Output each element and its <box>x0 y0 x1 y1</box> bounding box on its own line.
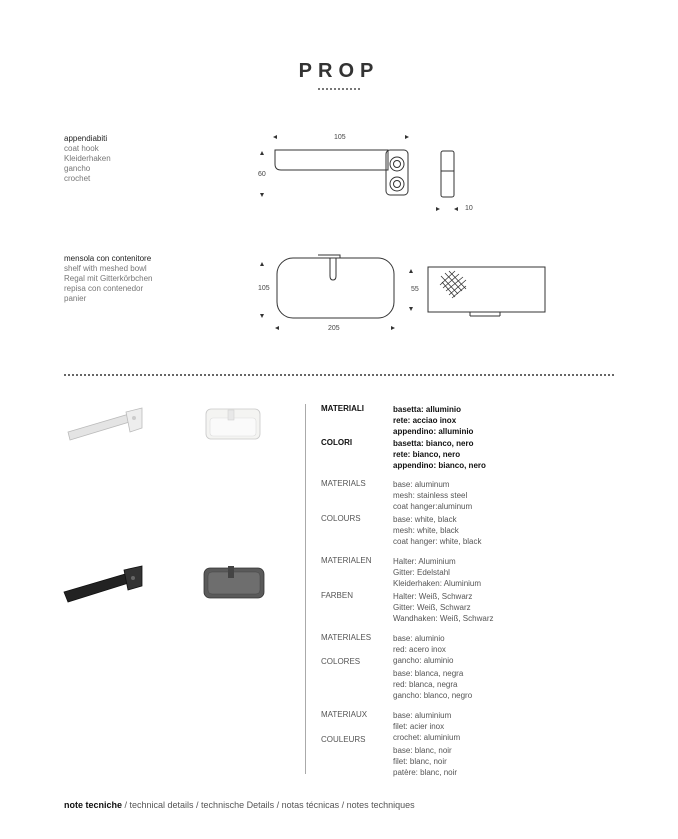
product-translation: shelf with meshed bowl <box>64 264 147 273</box>
spec-line: filet: blanc, noir <box>393 757 447 766</box>
spec-line: basetta: bianco, nero <box>393 439 474 448</box>
spec-line: red: blanca, negra <box>393 680 458 689</box>
product-translation: gancho <box>64 164 91 173</box>
spec-line: coat hanger: white, black <box>393 537 482 546</box>
spec-label-materialen: MATERIALEN <box>321 556 372 565</box>
spec-values-farben <box>393 591 493 624</box>
spec-line: patère: blanc, noir <box>393 768 458 777</box>
spec-values-couleurs <box>393 745 457 778</box>
spec-line: base: aluminium <box>393 711 452 720</box>
dim-height: 60 <box>258 171 266 178</box>
spec-values-colori <box>393 438 486 471</box>
footer-bold: note tecniche <box>64 800 123 810</box>
spec-label-materiales: MATERIALES <box>321 633 372 642</box>
spec-label-materiaux: MATERIAUX <box>321 710 368 719</box>
spec-line: Gitter: Weiß, Schwarz <box>393 603 471 612</box>
spec-line: base: aluminum <box>393 480 450 489</box>
spec-line: gancho: aluminio <box>393 656 454 665</box>
spec-line: Kleiderhaken: Aluminium <box>393 579 482 588</box>
spec-label-colours: COLOURS <box>321 514 361 523</box>
dim-height: 105 <box>258 285 270 292</box>
spec-label-colori: COLORI <box>321 438 353 447</box>
spec-label-materials: MATERIALS <box>321 479 366 488</box>
spec-line: base: blanca, negra <box>393 669 464 678</box>
dim-width: 105 <box>334 134 346 141</box>
product-translation: Kleiderhaken <box>64 154 111 163</box>
spec-values-colores <box>393 668 472 701</box>
spec-line: Gitter: Edelstahl <box>393 568 450 577</box>
spec-line: rete: acciao inox <box>393 416 457 425</box>
spec-divider <box>305 404 306 774</box>
spec-label-colores: COLORES <box>321 657 361 666</box>
product-translation: coat hook <box>64 144 99 153</box>
spec-label-materiali: MATERIALI <box>321 404 364 413</box>
spec-values-materiaux <box>393 710 460 743</box>
spec-line: mesh: white, black <box>393 526 459 535</box>
spec-values-materialen <box>393 556 481 589</box>
spec-line: appendino: bianco, nero <box>393 461 486 470</box>
spec-line: crochet: aluminium <box>393 733 461 742</box>
spec-line: coat hanger:aluminum <box>393 502 473 511</box>
dim-depth: 10 <box>465 205 473 212</box>
spec-values-colours <box>393 514 482 547</box>
spec-line: rete: bianco, nero <box>393 450 461 459</box>
spec-values-materials <box>393 479 472 512</box>
spec-line: Halter: Aluminium <box>393 557 456 566</box>
product-translation: crochet <box>64 174 91 183</box>
page-title: PROP <box>298 60 380 82</box>
spec-line: Wandhaken: Weiß, Schwarz <box>393 614 494 623</box>
footer-note <box>64 800 415 810</box>
product-translation: repisa con contenedor <box>64 284 144 293</box>
product-translation: Regal mit Gitterkörbchen <box>64 274 153 283</box>
spec-values-materiales <box>393 633 453 666</box>
spec-line: base: white, black <box>393 515 457 524</box>
spec-line: basetta: alluminio <box>393 405 462 414</box>
product-name: appendiabiti <box>64 134 108 143</box>
spec-values-materiali <box>393 404 473 437</box>
spec-label-couleurs: COULEURS <box>321 735 366 744</box>
footer-rest: / technical details / technische Details / notas técnicas / notes techniques <box>122 800 415 810</box>
spec-line: mesh: stainless steel <box>393 491 468 500</box>
spec-label-farben: FARBEN <box>321 591 354 600</box>
spec-line: appendino: alluminio <box>393 427 474 436</box>
spec-line: base: aluminio <box>393 634 445 643</box>
spec-line: base: blanc, noir <box>393 746 452 755</box>
spec-line: red: acero inox <box>393 645 446 654</box>
spec-line: filet: acier inox <box>393 722 445 731</box>
product-translation: panier <box>64 294 87 303</box>
product-name: mensola con contenitore <box>64 254 152 263</box>
dim-width: 205 <box>328 325 340 332</box>
dim-side-height: 55 <box>411 286 419 293</box>
spec-line: gancho: blanco, negro <box>393 691 473 700</box>
spec-line: Halter: Weiß, Schwarz <box>393 592 473 601</box>
